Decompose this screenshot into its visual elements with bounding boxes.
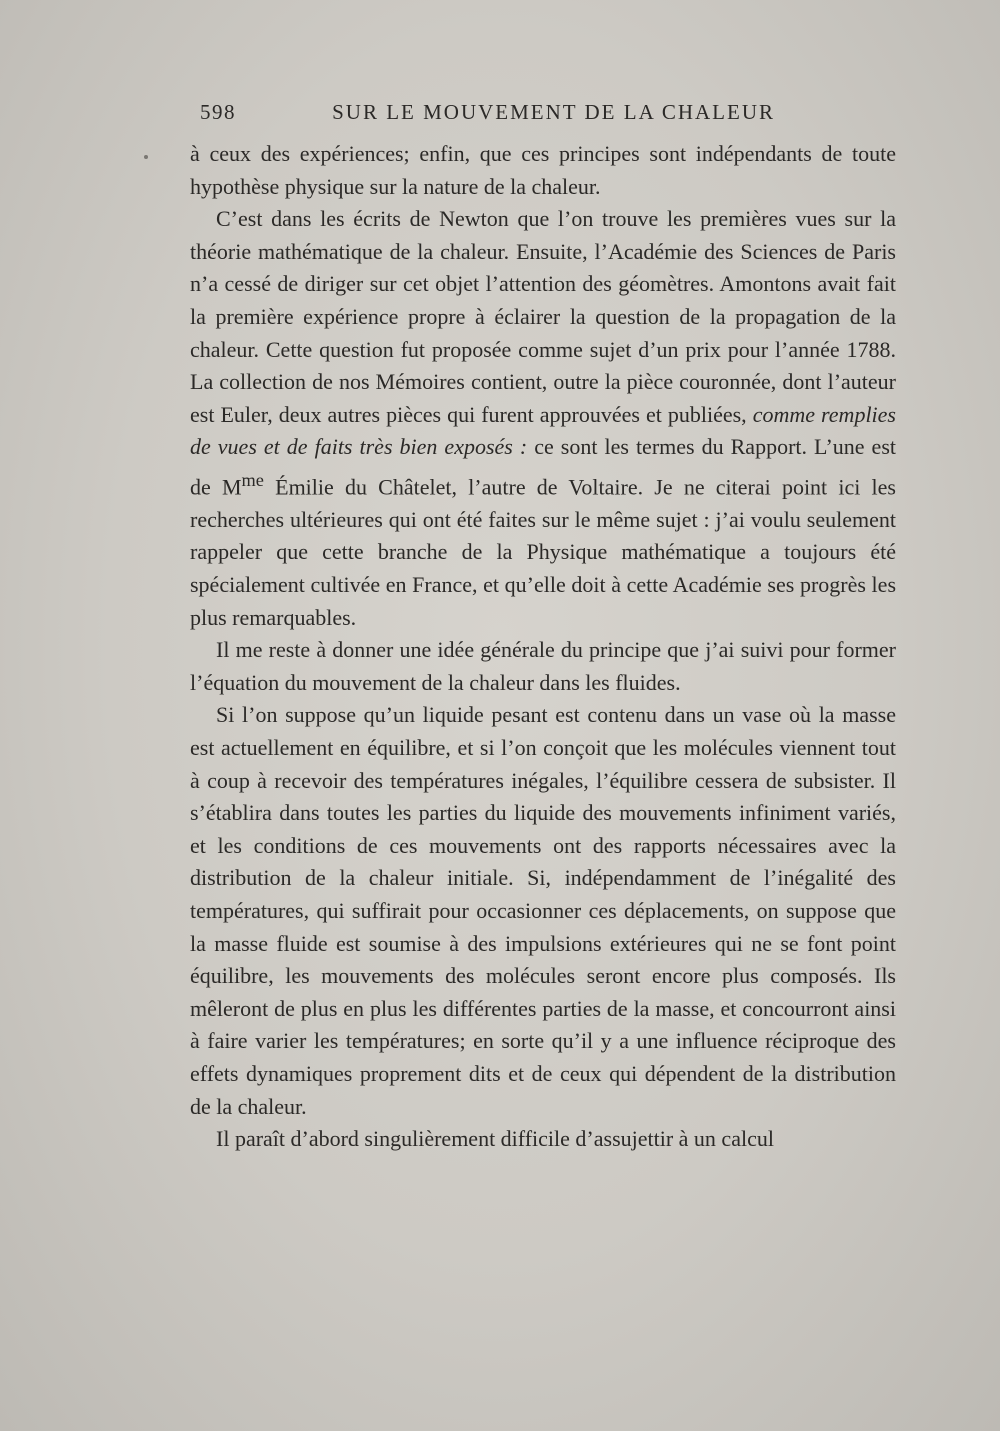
paragraph-continuation: à ceux des expériences; enfin, que ces principes sont indépendants de toute hypothèse physique sur la nature de la chaleur.: [190, 141, 896, 199]
italic-quote: comme remplies de vues et de faits très bien exposés :: [190, 401, 896, 460]
text-span: Émilie du Châtelet, l’autre de Voltaire. Je ne citerai point ici les recherches ultérieures qui ont été faites sur le même sujet : j’ai voulu seulement rappeler que cette branche de la Physique mathématique a toujours été spécialement cultivée en France, et qu’elle doit à cette Académie ses progrès les plus remarquables.: [190, 474, 896, 630]
paragraph-liquid: Si l’on suppose qu’un liquide pesant est contenu dans un vase où la masse est actuellement en équilibre, et si l’on conçoit que les molécules viennent tout à coup à recevoir des températures inégales, l’équilibre cessera de subsister. Il s’établira dans toutes les parties du liquide des mouvements infiniment variés, et les conditions de ces mouvements ont des rapports nécessaires avec la distribution de la chaleur initiale. Si, indépendamment de l’inégalité des températures, qui suffirait pour occasionner ces déplacements, on suppose que la masse fluide est soumise à des impulsions extérieures qui ne se font point équilibre, les mouvements des molécules seront encore plus composés. Ils mêleront de plus en plus les différentes parties de la masse, et concourront ainsi à faire varier les températures; en sorte qu’il y a une influence réciproque des effets dynamiques proprement dits et de ceux qui dépendent de la distribution de la chaleur.: [190, 702, 896, 1119]
page-header: [200, 100, 775, 130]
text-span: ce sont les termes du Rapport. L’une est de M: [190, 434, 896, 500]
paragraph-newton: [190, 203, 896, 634]
paragraph-principle: Il me reste à donner une idée générale du principe que j’ai suivi pour former l’équation du mouvement de la chaleur dans les fluides.: [190, 637, 896, 695]
running-title: SUR LE MOUVEMENT DE LA CHALEUR: [332, 100, 775, 124]
margin-mark: [144, 155, 148, 159]
page-number: 598: [200, 100, 236, 124]
body-text: [190, 138, 896, 1156]
paragraph-calculation: Il paraît d’abord singulièrement difficile d’assujettir à un calcul: [216, 1126, 774, 1152]
text-span: C’est dans les écrits de Newton que l’on trouve les premières vues sur la théorie mathématique de la chaleur. Ensuite, l’Académie des Sciences de Paris n’a cessé de diriger sur cet objet l’attention des géomètres. Amontons avait fait la première expérience propre à éclairer la question de la propagation de la chaleur. Cette question fut proposée comme sujet d’un prix pour l’année 1788. La collection de nos Mémoires contient, outre la pièce couronnée, dont l’auteur est Euler, deux autres pièces qui furent approuvées et publiées,: [190, 206, 896, 427]
superscript-me: me: [241, 469, 264, 490]
